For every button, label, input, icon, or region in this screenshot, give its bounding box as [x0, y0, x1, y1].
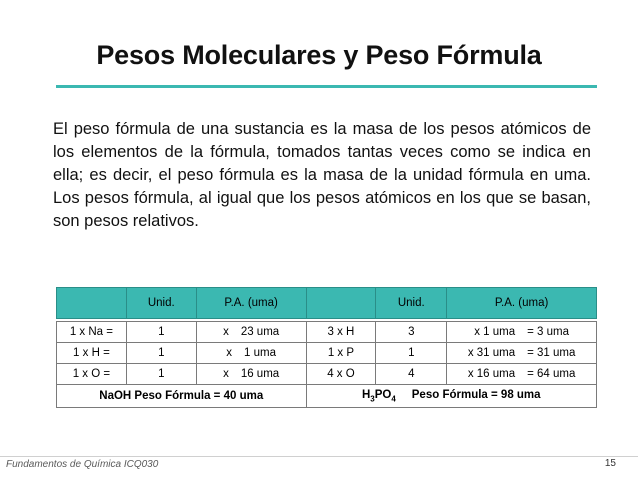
table-cell-part: 1 uma	[244, 347, 276, 359]
formula-h: H	[361, 388, 371, 401]
total-naoh: NaOH Peso Fórmula = 40 uma	[57, 385, 307, 408]
table-cell: 1 x Na =	[57, 322, 127, 343]
table-cell	[447, 364, 597, 385]
table-cell-part: 16 uma	[240, 368, 280, 380]
table-cell: 4 x O	[306, 364, 376, 385]
footer-divider	[0, 456, 638, 457]
table-row	[57, 364, 597, 385]
table-cell: 3	[376, 322, 447, 343]
table-row	[57, 343, 597, 364]
table-header-cell	[306, 288, 376, 319]
table-cell-part: x	[223, 326, 229, 338]
total-h3po4-text: Peso Fórmula = 98 uma	[411, 388, 541, 401]
table-header-cell: P.A. (uma)	[196, 288, 306, 319]
table-header-cell: Unid.	[376, 288, 447, 319]
definition-paragraph: El peso fórmula de una sustancia es la masa de los pesos atómicos de los elementos de la fórmula, tomados tantas veces como se indica en ella; es decir, el peso fórmula es la masa de la unidad fórmula en uma. Los pesos fórmula, al igual que los pesos atómicos en los que se basan, son pesos relativos.	[53, 120, 591, 230]
table-cell	[447, 322, 597, 343]
table-cell	[196, 343, 306, 364]
table-cell-part: x 1 uma	[474, 326, 516, 338]
formula-po: PO	[374, 388, 392, 401]
table-cell: 1	[126, 322, 196, 343]
table-cell-part: 23 uma	[240, 326, 280, 338]
table-row	[57, 322, 597, 343]
table-cell-part: x	[226, 347, 232, 359]
table-cell-part: x	[223, 368, 229, 380]
table-cell-part: x 16 uma	[467, 368, 516, 380]
table-cell: 1 x P	[306, 343, 376, 364]
page-number: 15	[604, 458, 616, 469]
table-cell-part: = 64 uma	[527, 368, 576, 380]
total-h3po4	[306, 385, 596, 408]
table-cell	[196, 364, 306, 385]
table-cell: 1 x H =	[57, 343, 127, 364]
formula-weight-table	[56, 287, 597, 408]
table-cell-part: = 3 uma	[527, 326, 569, 338]
table-header-row	[57, 288, 597, 319]
table-header-cell	[57, 288, 127, 319]
table-cell	[196, 322, 306, 343]
table-cell: 1	[126, 364, 196, 385]
title-underline	[56, 85, 597, 88]
table-cell: 3 x H	[306, 322, 376, 343]
table-cell: 1	[126, 343, 196, 364]
table-cell-part: x 31 uma	[467, 347, 516, 359]
table-header-cell: Unid.	[126, 288, 196, 319]
table-cell: 1 x O =	[57, 364, 127, 385]
slide-title: Pesos Moleculares y Peso Fórmula	[96, 40, 542, 70]
table-cell: 4	[376, 364, 447, 385]
table-cell-part: = 31 uma	[527, 347, 576, 359]
table-header-cell: P.A. (uma)	[447, 288, 597, 319]
table-total-row	[57, 385, 597, 408]
footer-course: Fundamentos de Química ICQ030	[6, 459, 159, 470]
table-cell: 1	[376, 343, 447, 364]
subscript-4: 4	[391, 394, 396, 404]
table-cell	[447, 343, 597, 364]
subscript-3: 3	[370, 394, 375, 404]
